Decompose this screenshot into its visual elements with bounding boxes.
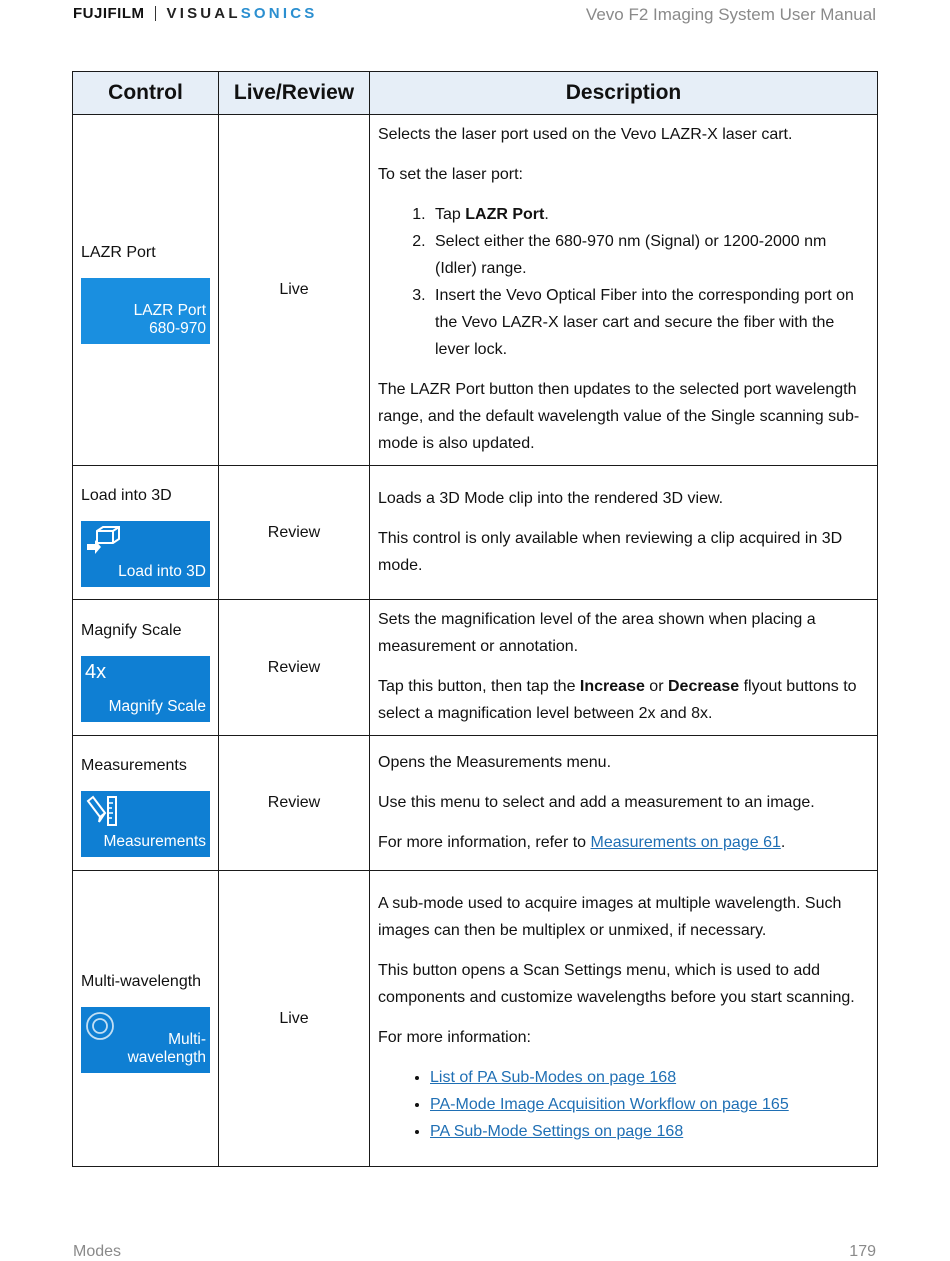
- links-list: [378, 1064, 869, 1145]
- page-number: 179: [849, 1243, 876, 1260]
- button-label: [134, 302, 206, 338]
- description-text: Selects the laser port used on the Vevo LAZR-X laser cart.: [378, 126, 793, 143]
- description-text: For more information:: [378, 1029, 531, 1046]
- cube-arrow-icon: [85, 525, 121, 562]
- description-text: Use this menu to select and add a measurement to an image.: [378, 793, 815, 811]
- control-name: Multi-wavelength: [81, 972, 202, 990]
- text-run: flyout buttons to select a magnification level between 2x and 8x.: [378, 678, 857, 722]
- table-row: [73, 115, 878, 466]
- description-text: A sub-mode used to acquire images at multiple wavelength. Such images can then be multiplex or unmixed, if necessary.: [378, 895, 842, 939]
- button-label: Measurements: [103, 833, 206, 850]
- text-bold: Decrease: [667, 678, 740, 695]
- list-item: [430, 201, 869, 228]
- description-text: The LAZR Port button then updates to the selected port wavelength range, and the default wavelength value of the Single scanning sub-mode is also updated.: [378, 381, 860, 452]
- steps-list: [378, 201, 869, 363]
- text-run: Tap this button, then tap the: [378, 678, 580, 695]
- description-text: [378, 829, 869, 856]
- list-item: 3. Insert the Vevo Optical Fiber into the corresponding port on the Vevo LAZR-X laser cart and secure the fiber with the lever lock.: [430, 282, 869, 363]
- description-cell: [370, 736, 878, 871]
- manual-title: Vevo F2 Imaging System User Manual: [585, 5, 876, 24]
- control-name: LAZR Port: [81, 244, 156, 261]
- button-label: Load into 3D: [118, 562, 206, 580]
- table-row: [73, 736, 878, 871]
- step-text: .: [544, 206, 549, 223]
- control-cell: [73, 600, 219, 736]
- description-text: Loads a 3D Mode clip into the rendered 3D view.: [378, 489, 724, 507]
- description-cell: [370, 871, 878, 1167]
- control-name: Measurements: [81, 757, 187, 774]
- control-cell: [73, 871, 219, 1167]
- button-label-line: Multi-: [168, 1030, 206, 1048]
- logo-sonics: SONICS: [240, 4, 318, 22]
- description-text: To set the laser port:: [378, 166, 523, 183]
- mode-cell: Live: [219, 871, 370, 1167]
- brand-logo: [73, 4, 317, 22]
- list-item: [430, 1091, 869, 1118]
- fujifilm-logo-text: FUJIFILM: [73, 4, 145, 22]
- description-cell: [370, 466, 878, 600]
- step-bold: LAZR Port: [465, 206, 545, 223]
- column-header-description: Description: [370, 72, 878, 115]
- text-run: For more information, refer to: [378, 833, 591, 851]
- control-cell: [73, 466, 219, 600]
- description-cell: [370, 115, 878, 466]
- magnify-level-text: 4x: [85, 660, 107, 683]
- description-text: [378, 673, 869, 727]
- logo-visual: VISUAL: [166, 4, 241, 22]
- button-label: [128, 1031, 206, 1067]
- button-label-line: LAZR Port: [133, 302, 206, 319]
- lazr-port-button[interactable]: [81, 278, 210, 344]
- measurements-link[interactable]: Measurements on page 61: [590, 833, 781, 851]
- controls-table: [72, 71, 878, 1167]
- list-item: [430, 1064, 869, 1091]
- load-into-3d-button[interactable]: [81, 521, 210, 587]
- table-row: [73, 871, 878, 1167]
- description-cell: [370, 600, 878, 736]
- visualsonics-logo-text: [167, 5, 318, 22]
- mode-cell: Review: [219, 600, 370, 736]
- table-row: [73, 466, 878, 600]
- pencil-ruler-icon: [85, 795, 121, 834]
- description-text: Opens the Measurements menu.: [378, 753, 612, 771]
- pa-settings-link[interactable]: PA Sub-Mode Settings on page 168: [430, 1123, 684, 1140]
- description-text: Sets the magnification level of the area shown when placing a measurement or annotation.: [378, 611, 816, 655]
- column-header-live-review: Live/Review: [219, 72, 370, 115]
- text-bold: Increase: [579, 678, 645, 695]
- mode-cell: Review: [219, 466, 370, 600]
- mode-cell: Review: [219, 736, 370, 871]
- text-run: or: [644, 678, 668, 695]
- control-cell: [73, 115, 219, 466]
- measurements-button[interactable]: [81, 791, 210, 857]
- pa-sub-modes-link[interactable]: List of PA Sub-Modes on page 168: [430, 1069, 677, 1086]
- description-text: This button opens a Scan Settings menu, which is used to add components and customize wavelengths before you start scanning.: [378, 962, 855, 1006]
- button-label-line: 680-970: [149, 320, 206, 337]
- control-name: Magnify Scale: [81, 621, 182, 639]
- pa-workflow-link[interactable]: PA-Mode Image Acquisition Workflow on page 165: [430, 1096, 789, 1113]
- multi-wavelength-button[interactable]: [81, 1007, 210, 1073]
- footer-section: Modes: [73, 1243, 122, 1260]
- button-label: Magnify Scale: [108, 697, 206, 715]
- control-name: Load into 3D: [81, 486, 172, 504]
- table-row: [73, 600, 878, 736]
- mode-cell: Live: [219, 115, 370, 466]
- magnify-scale-button[interactable]: [81, 656, 210, 722]
- target-circle-icon: [85, 1011, 117, 1048]
- button-label-line: wavelength: [127, 1048, 206, 1066]
- table-header-row: [73, 72, 878, 115]
- description-text: This control is only available when reviewing a clip acquired in 3D mode.: [378, 529, 843, 574]
- control-cell: [73, 736, 219, 871]
- column-header-control: Control: [73, 72, 219, 115]
- step-text: Tap: [435, 206, 466, 223]
- logo-divider: [155, 6, 156, 21]
- text-run: .: [780, 833, 786, 851]
- list-item: 2. Select either the 680-970 nm (Signal) or 1200-2000 nm (Idler) range.: [430, 228, 869, 282]
- list-item: [430, 1118, 869, 1145]
